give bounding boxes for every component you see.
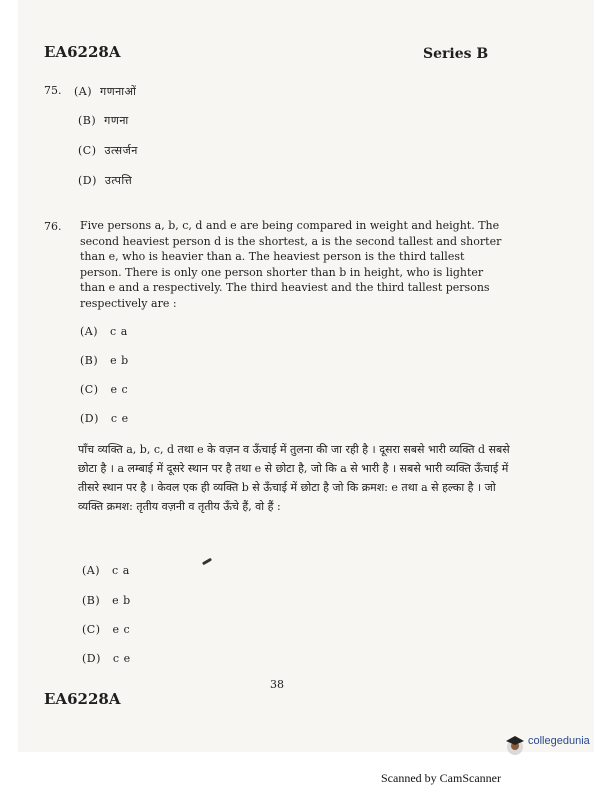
option-text: c e (110, 412, 129, 425)
option-label: (A) (80, 325, 99, 338)
option-label: (A) (82, 564, 101, 577)
q76-option-en-d (80, 412, 129, 425)
page-sheet (18, 0, 594, 752)
option-label: (B) (78, 114, 97, 127)
option-label: (C) (80, 383, 99, 396)
option-label: (D) (78, 174, 97, 187)
collegedunia-logo (504, 734, 602, 758)
q75-number: 75. (44, 84, 62, 97)
q76-number: 76. (44, 220, 62, 233)
option-label: (C) (78, 144, 97, 157)
option-label: (D) (80, 412, 99, 425)
q76-option-hi-b (82, 594, 131, 607)
option-label: (A) (74, 85, 93, 98)
q76-option-hi-c (82, 623, 130, 636)
option-text: c a (112, 564, 130, 577)
option-text: c a (110, 325, 128, 338)
header-series: Series B (423, 46, 489, 62)
footer-code: EA6228A (44, 690, 121, 708)
option-label: (D) (82, 652, 101, 665)
option-text: c e (112, 652, 131, 665)
q76-option-hi-d (82, 652, 131, 665)
option-text: e b (112, 594, 131, 607)
pen-mark (202, 558, 212, 566)
option-text: e c (110, 383, 129, 396)
q76-option-hi-a (82, 564, 130, 577)
option-text: उत्सर्जन (104, 144, 138, 157)
q75-option-a (74, 84, 136, 99)
q76-text-en: Five persons a, b, c, d and e are being compared in weight and height. The second heaviest person d is the shortest, a is the second tallest and shorter than e, who is heavier than a. The heaviest person is the third tallest person. There is only one person shorter than b in height, who is lighter than e and a respectively. The third heaviest and the third tallest persons respectively are : (80, 219, 502, 310)
option-text: गणनाओं (100, 85, 137, 98)
option-label: (B) (80, 354, 99, 367)
q75-option-d (78, 173, 132, 188)
q76-option-en-b (80, 354, 129, 367)
option-text: e c (112, 623, 131, 636)
option-text: उत्पत्ति (104, 174, 133, 187)
header-code: EA6228A (44, 43, 121, 61)
option-label: (B) (82, 594, 101, 607)
graduation-cap-icon (504, 734, 526, 756)
option-label: (C) (82, 623, 101, 636)
q75-option-b (78, 113, 129, 128)
option-text: e b (110, 354, 129, 367)
q76-text-hi: पाँच व्यक्ति a, b, c, d तथा e के वज़न व ऊँचाई में तुलना की जा रही है । दूसरा सबसे भारी व्यक्ति d सबसे छोटा है । a लम्बाई में दूसरे स्थान पर है तथा e से छोटा है, जो कि a से भारी है । सबसे भारी व्यक्ति ऊँचाई में तीसरे स्थान पर है । केवल एक ही व्यक्ति b से ऊँचाई में छोटा है जो कि क्रमश: e तथा a से हल्का है । जो व्यक्ति क्रमश: तृतीय वज़नी व तृतीय ऊँचे हैं, वो हैं : (78, 443, 510, 513)
page-number: 38 (270, 678, 284, 691)
scanned-by-label: Scanned by CamScanner (381, 771, 501, 785)
option-text: गणना (104, 114, 129, 127)
brand-name: collegedunia (528, 735, 590, 747)
q76-option-en-a (80, 325, 128, 338)
q76-option-en-c (80, 383, 128, 396)
q75-option-c (78, 143, 138, 158)
